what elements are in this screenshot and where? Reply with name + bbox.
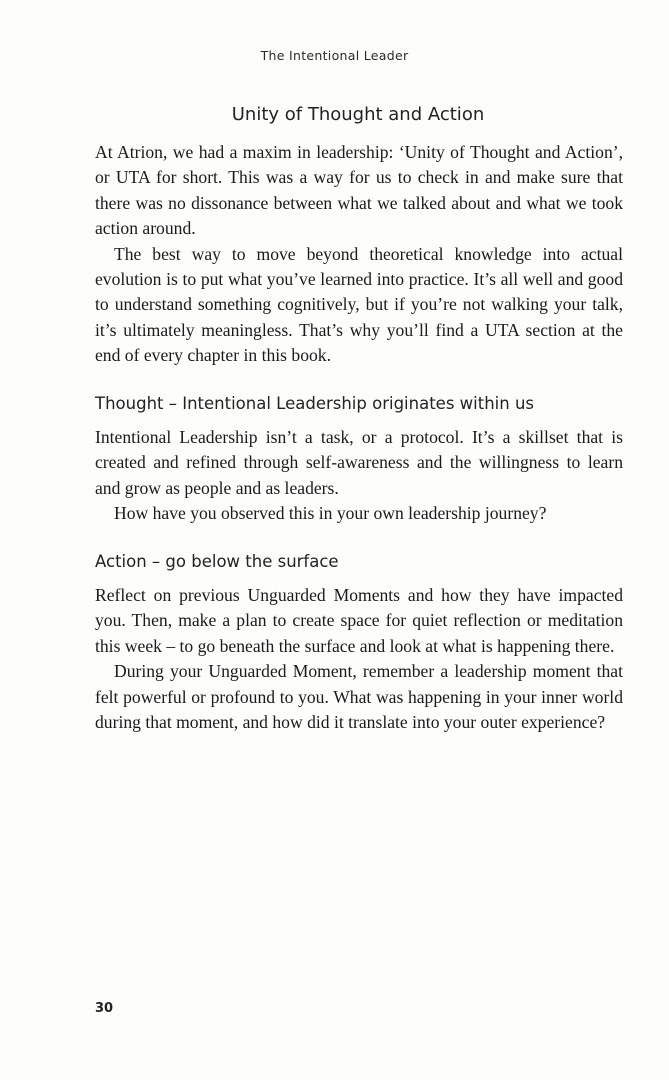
uta-body <box>95 140 623 369</box>
thought-heading: Thought – Intentional Leadership originates within us <box>95 394 535 413</box>
action-body <box>95 583 623 735</box>
paragraph: Reflect on previous Unguarded Moments and how they have impacted you. Then, make a plan to create space for quiet reflection or meditation this week – to go beneath the surface and look at what is happening there. <box>95 585 623 656</box>
paragraph: At Atrion, we had a maxim in leadership: ‘Unity of Thought and Action’, or UTA for short. This was a way for us to check in and make sure that there was no dissonance between what we talked about and what we took action around. <box>95 142 623 239</box>
page-number: 30 <box>95 1001 114 1016</box>
paragraph: During your Unguarded Moment, remember a leadership moment that felt powerful or profound to you. What was happening in your inner world during that moment, and how did it translate into your outer experience? <box>95 661 623 733</box>
section-title: Unity of Thought and Action <box>231 104 485 125</box>
action-heading: Action – go below the surface <box>95 552 339 571</box>
paragraph: Intentional Leadership isn’t a task, or a protocol. It’s a skillset that is created and refined through self-awareness and the willingness to learn and grow as people and as leaders. <box>95 427 623 498</box>
paragraph: The best way to move beyond theoretical knowledge into actual evolution is to put what you’ve learned into practice. It’s all well and good to understand something cognitively, but if you’re not walking your talk, it’s ultimately meaningless. That’s why you’ll find a UTA section at the end of every chapter in this book. <box>95 243 623 366</box>
running-head: The Intentional Leader <box>260 48 409 63</box>
thought-body <box>95 425 623 527</box>
paragraph: How have you observed this in your own leadership journey? <box>114 503 547 524</box>
